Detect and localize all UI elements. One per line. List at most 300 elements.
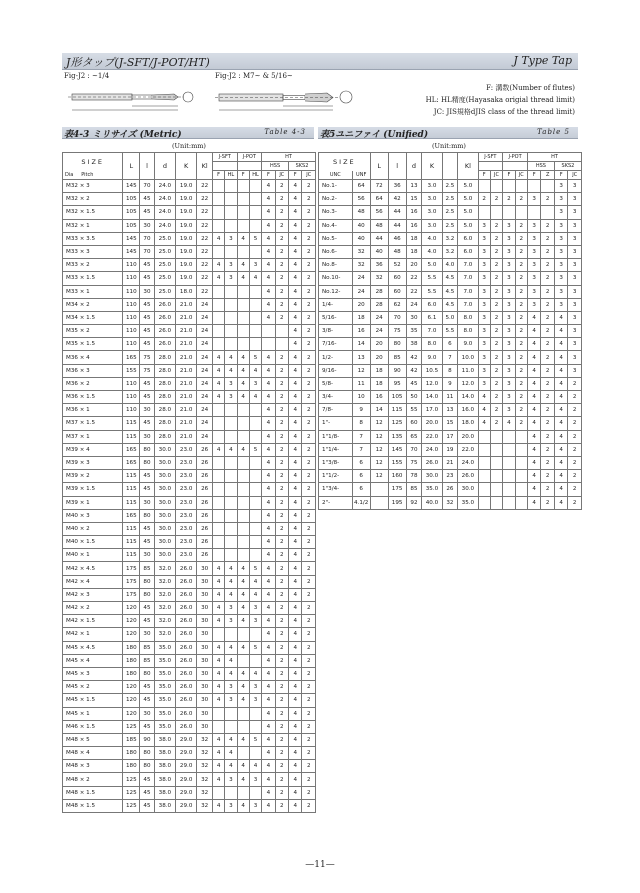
metric-cell: 23.0 [176,549,197,562]
unified-cell: 11 [352,377,370,390]
metric-row [63,602,316,615]
metric-cell [225,470,237,483]
metric-cell: 45 [140,470,155,483]
metric-cell: 26.0 [154,298,175,311]
metric-cell: 4 [289,443,302,456]
metric-cell: 4 [225,747,237,760]
unified-cell [515,430,527,443]
metric-cell: 4 [212,562,224,575]
unified-cell: 35.0 [422,483,442,496]
metric-cell: 2 [302,602,316,615]
metric-h-jc1: JC [275,171,288,180]
metric-cell: 28.0 [154,391,175,404]
metric-cell: 3 [249,799,261,812]
unified-cell: 3 [527,245,540,258]
metric-cell [237,325,249,338]
unified-cell: 125 [388,417,406,430]
unified-cell: 42 [406,364,422,377]
metric-cell: 4 [289,588,302,601]
metric-cell: 125 [123,786,140,799]
metric-cell: 4 [212,259,224,272]
metric-cell: 45 [140,193,155,206]
unified-cell: 3.2 [442,232,458,245]
unified-cell: 2 [515,232,527,245]
unified-row [319,430,582,443]
unified-cell: 1"1/4- [319,443,353,456]
metric-row [63,760,316,773]
metric-cell: 35.0 [154,641,175,654]
metric-cell: 115 [123,483,140,496]
metric-cell: 21.0 [176,377,197,390]
metric-cell: 110 [123,377,140,390]
metric-cell: 2 [275,536,288,549]
metric-cell: 2 [302,430,316,443]
unified-cell [478,206,490,219]
metric-cell [212,483,224,496]
unified-cell: 7.0 [458,285,478,298]
unified-h-f1: F [478,171,490,180]
metric-cell: 3 [225,259,237,272]
metric-cell: 24.0 [154,180,175,193]
unified-cell [503,443,515,456]
metric-cell: 145 [123,180,140,193]
metric-cell: 4 [262,180,275,193]
unified-cell: 75 [406,456,422,469]
metric-cell: M45 × 1.5 [63,694,123,707]
unified-cell: 7.0 [422,325,442,338]
unified-cell: 2 [515,325,527,338]
metric-unit: (Unit:mm) [172,142,206,150]
metric-cell: 4 [212,733,224,746]
metric-cell [225,707,237,720]
metric-cell: 2 [302,773,316,786]
unified-cell: 3 [503,311,515,324]
metric-cell: 110 [123,338,140,351]
metric-row [63,364,316,377]
unified-cell: 2 [515,272,527,285]
metric-cell: 4 [237,773,249,786]
unified-cell: 24.0 [422,443,442,456]
metric-cell: 19.0 [176,193,197,206]
unified-section-bar [318,127,578,139]
unified-cell: 12 [370,470,388,483]
metric-cell [237,628,249,641]
metric-cell [237,245,249,258]
metric-cell: M45 × 4.5 [63,641,123,654]
metric-cell: 24 [197,377,213,390]
metric-cell: 2 [275,747,288,760]
unified-cell: 2 [490,364,502,377]
metric-cell [237,456,249,469]
metric-cell: 4 [262,588,275,601]
metric-cell: M48 × 2 [63,773,123,786]
metric-cell: 30.0 [154,456,175,469]
metric-cell: 30.0 [154,522,175,535]
unified-cell: 46 [388,232,406,245]
unified-cell: 22 [406,285,422,298]
metric-cell: 25.0 [154,259,175,272]
metric-section-bar [62,127,314,139]
unified-cell: 4 [527,456,540,469]
unified-cell: 18 [370,377,388,390]
metric-row [63,391,316,404]
unified-cell: 44 [388,206,406,219]
unified-cell: 3 [478,351,490,364]
unified-cell: 3 [503,351,515,364]
unified-cell: 4 [554,325,567,338]
metric-cell: 26.0 [176,720,197,733]
metric-cell: 2 [275,443,288,456]
metric-cell: 2 [275,351,288,364]
metric-h-f1: F [212,171,224,180]
metric-row [63,720,316,733]
metric-cell [225,193,237,206]
metric-cell: M39 × 4 [63,443,123,456]
unified-cell: 1"1/8- [319,430,353,443]
metric-cell: 2 [275,272,288,285]
metric-cell: 30.0 [154,496,175,509]
unified-cell: 3 [568,232,582,245]
metric-cell: 26.0 [176,667,197,680]
metric-cell: 120 [123,694,140,707]
metric-cell [249,720,261,733]
metric-row [63,588,316,601]
metric-cell: 3 [225,377,237,390]
metric-row [63,667,316,680]
unified-row [319,417,582,430]
unified-cell: 22.0 [422,430,442,443]
metric-cell: 2 [275,522,288,535]
metric-h-size: SIZE [63,153,123,171]
metric-cell: 30.0 [154,443,175,456]
metric-cell [212,522,224,535]
unified-cell: 4 [554,417,567,430]
unified-cell: 42 [388,193,406,206]
metric-cell: 30 [140,549,155,562]
metric-cell: M36 × 2 [63,377,123,390]
metric-cell: 2 [275,707,288,720]
unified-cell: 4.5 [442,285,458,298]
unified-cell: 26.0 [422,456,442,469]
metric-cell [249,245,261,258]
metric-cell: 4 [262,562,275,575]
unified-cell: 95 [388,377,406,390]
metric-cell: 4 [237,602,249,615]
metric-cell: 4 [262,522,275,535]
unified-row [319,377,582,390]
metric-row [63,615,316,628]
unified-cell: 85 [388,351,406,364]
metric-cell [225,549,237,562]
metric-cell [237,536,249,549]
unified-cell: 3 [503,259,515,272]
unified-cell: 3 [568,338,582,351]
metric-row [63,470,316,483]
metric-cell: 5 [249,443,261,456]
metric-cell: 5 [249,733,261,746]
metric-row [63,404,316,417]
unified-cell: 2 [541,338,554,351]
unified-cell: 2 [515,364,527,377]
unified-cell: 50 [406,391,422,404]
metric-row [63,311,316,324]
unified-cell: 18 [406,245,422,258]
unified-cell [515,456,527,469]
unified-cell: 20 [352,298,370,311]
metric-cell: 4 [262,799,275,812]
unified-cell: 26.0 [458,470,478,483]
unified-cell: 28 [370,285,388,298]
metric-cell: 23.0 [176,456,197,469]
metric-cell: M48 × 3 [63,760,123,773]
metric-cell: 25.0 [154,232,175,245]
metric-cell: 4 [289,338,302,351]
metric-cell: 24.0 [154,193,175,206]
unified-h-size: SIZE [319,153,371,171]
metric-cell: 21.0 [176,338,197,351]
legend-flutes: F: 溝数(Number of flutes) [486,84,575,92]
unified-cell: 44 [370,232,388,245]
metric-cell: 4 [289,509,302,522]
metric-cell: 2 [302,615,316,628]
metric-cell: 4 [262,786,275,799]
metric-cell: 4 [237,259,249,272]
unified-cell: 12.0 [422,377,442,390]
metric-cell: 2 [275,773,288,786]
unified-h-jc2: JC [515,171,527,180]
metric-cell: 105 [123,206,140,219]
metric-cell: 4 [289,549,302,562]
metric-cell: M32 × 1 [63,219,123,232]
unified-cell: 2 [490,298,502,311]
unified-cell: 3 [568,325,582,338]
metric-cell: 45 [140,799,155,812]
unified-cell: 2.5 [442,180,458,193]
unified-cell: 5/8- [319,377,353,390]
unified-cell: 13 [442,404,458,417]
metric-cell [249,180,261,193]
metric-cell: 4 [237,733,249,746]
metric-cell: 24 [197,391,213,404]
metric-cell: 45 [140,536,155,549]
metric-cell: 4 [212,694,224,707]
metric-row [63,536,316,549]
unified-cell: 24 [352,285,370,298]
metric-cell: 2 [302,496,316,509]
unified-cell: 4 [554,351,567,364]
metric-row [63,747,316,760]
metric-cell [225,483,237,496]
metric-cell: 26 [197,483,213,496]
metric-row [63,417,316,430]
unified-cell: 3.0 [422,219,442,232]
unified-cell: No.4- [319,219,353,232]
metric-cell: 4 [212,760,224,773]
metric-cell: 155 [123,364,140,377]
metric-cell [212,786,224,799]
metric-cell: 2 [302,747,316,760]
unified-h-K2 [442,153,458,180]
metric-cell: 45 [140,272,155,285]
metric-cell: 120 [123,628,140,641]
unified-cell: 3 [478,232,490,245]
metric-cell: 4 [237,615,249,628]
unified-cell [478,483,490,496]
metric-cell: 110 [123,272,140,285]
metric-cell: 4 [262,733,275,746]
metric-cell: 85 [140,641,155,654]
metric-cell [212,285,224,298]
unified-cell: 2 [515,259,527,272]
metric-cell: 30.0 [154,549,175,562]
metric-cell [237,430,249,443]
metric-cell: 4 [289,707,302,720]
metric-cell: 28.0 [154,377,175,390]
metric-cell: M35 × 2 [63,325,123,338]
metric-cell: 4 [237,667,249,680]
metric-cell: 35.0 [154,654,175,667]
unified-cell: 2 [541,417,554,430]
unified-cell: 4 [527,404,540,417]
page-number: —11— [305,860,335,870]
metric-cell: 45 [140,615,155,628]
metric-cell: 2 [275,549,288,562]
metric-cell [262,325,275,338]
unified-cell: 3 [554,285,567,298]
metric-cell: M36 × 1.5 [63,391,123,404]
metric-cell: 2 [302,377,316,390]
metric-cell [237,311,249,324]
unified-cell: 8 [442,364,458,377]
unified-cell: 11.0 [458,364,478,377]
metric-cell: 3 [225,694,237,707]
metric-cell: 4 [237,681,249,694]
metric-h-jc2: JC [302,171,316,180]
metric-cell: 80 [140,667,155,680]
metric-cell: 175 [123,562,140,575]
metric-cell: 2 [275,206,288,219]
unified-cell: 19 [442,443,458,456]
metric-cell: 28.0 [154,417,175,430]
unified-cell: No.3- [319,206,353,219]
metric-cell: 2 [302,245,316,258]
metric-cell [225,522,237,535]
metric-cell: 4 [212,654,224,667]
metric-cell [212,720,224,733]
metric-row [63,654,316,667]
metric-cell: M37 × 1 [63,430,123,443]
unified-cell: 56 [352,193,370,206]
unified-cell: 4 [527,483,540,496]
tap-drawing-large [215,80,355,122]
unified-row [319,193,582,206]
metric-cell: 3 [249,773,261,786]
unified-cell: 3 [527,232,540,245]
metric-cell: 2 [275,694,288,707]
unified-cell: 2 [490,325,502,338]
unified-h-z: Z [541,171,554,180]
unified-row [319,232,582,245]
metric-title: 表4-3 ミリサイズ (Metric) [64,130,182,140]
metric-cell: 4 [237,443,249,456]
metric-h-l: l [140,153,155,180]
metric-row [63,430,316,443]
metric-cell: 4 [262,443,275,456]
metric-cell: 2 [275,470,288,483]
metric-cell [249,549,261,562]
metric-cell: 3 [225,272,237,285]
metric-cell [249,628,261,641]
unified-cell [478,470,490,483]
metric-row [63,285,316,298]
metric-cell: M42 × 4.5 [63,562,123,575]
unified-cell: 1"3/4- [319,483,353,496]
metric-cell: 35.0 [154,667,175,680]
unified-h-jpot: J-POT [503,153,528,162]
metric-row [63,483,316,496]
metric-cell: 38.0 [154,773,175,786]
unified-cell: 2 [568,404,582,417]
metric-cell: 2 [302,707,316,720]
metric-cell: 115 [123,496,140,509]
unified-cell: 2 [568,496,582,509]
unified-cell: 4.0 [442,259,458,272]
metric-cell: 4 [262,496,275,509]
metric-cell [249,470,261,483]
unified-row [319,259,582,272]
unified-cell: 2 [541,391,554,404]
metric-cell: 30 [197,707,213,720]
metric-cell: 2 [275,404,288,417]
metric-row [63,509,316,522]
unified-cell [527,180,540,193]
unified-cell: 2 [541,232,554,245]
header-banner [62,53,578,70]
metric-row [63,628,316,641]
metric-cell: 22 [197,285,213,298]
metric-cell: 2 [302,470,316,483]
unified-cell: 62 [388,298,406,311]
metric-h-dia: Dia [65,171,74,178]
unified-cell: 2 [515,404,527,417]
metric-cell: 4 [225,351,237,364]
unified-cell: 14.0 [458,391,478,404]
metric-cell: 30.0 [154,509,175,522]
metric-cell: 110 [123,325,140,338]
unified-cell: 2 [515,193,527,206]
metric-cell: 4 [262,536,275,549]
metric-cell: 22 [197,259,213,272]
legend-jc: JC: JIS規格dJIS class of the thread limit) [433,108,575,116]
unified-row [319,219,582,232]
metric-cell: 21.0 [176,417,197,430]
metric-cell: 80 [140,509,155,522]
unified-cell: 3 [478,245,490,258]
metric-cell: 4 [212,232,224,245]
unified-cell: 3.2 [442,245,458,258]
metric-cell: 26 [197,456,213,469]
metric-cell: 26.0 [176,681,197,694]
metric-cell: 4 [225,443,237,456]
metric-cell: 22 [197,232,213,245]
unified-cell: 40 [352,232,370,245]
metric-cell: 110 [123,285,140,298]
metric-cell: 32 [197,773,213,786]
metric-cell: 45 [140,681,155,694]
unified-row [319,311,582,324]
unified-row [319,272,582,285]
metric-cell: 30 [197,588,213,601]
